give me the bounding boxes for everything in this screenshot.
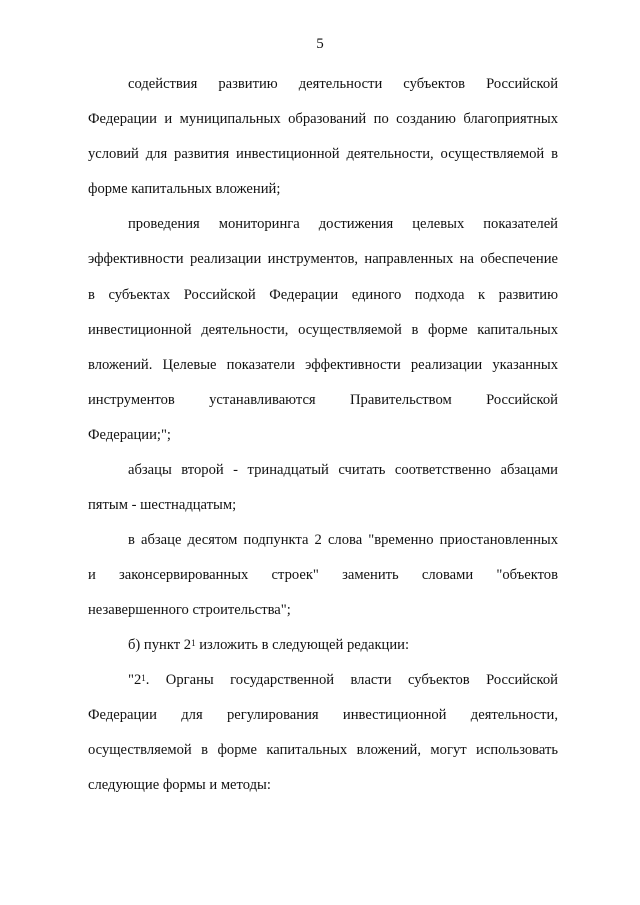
text-line: инвестиционной деятельности, осуществляемой в форме капитальных <box>88 322 558 338</box>
text-line: следующие формы и методы: <box>88 777 271 793</box>
text-line: Федерации и муниципальных образований по созданию благоприятных <box>88 111 558 127</box>
text-line <box>128 636 558 654</box>
text-line: незавершенного строительства"; <box>88 602 291 618</box>
page-number: 5 <box>316 36 324 52</box>
text-fragment: "2 <box>128 672 142 688</box>
text-line: эффективности реализации инструментов, направленных на обеспечение <box>88 251 558 267</box>
text-line: форме капитальных вложений; <box>88 181 281 197</box>
text-line: абзацы второй - тринадцатый считать соответственно абзацами <box>128 462 558 478</box>
text-line: Федерации для регулирования инвестиционной деятельности, <box>88 707 558 723</box>
text-line: и законсервированных строек" заменить словами "объектов <box>88 567 558 583</box>
superscript: 1 <box>141 673 146 683</box>
text-line: вложений. Целевые показатели эффективности реализации указанных <box>88 357 558 373</box>
text-line: в абзаце десятом подпункта 2 слова "временно приостановленных <box>128 532 558 548</box>
superscript: 1 <box>191 638 196 648</box>
text-line: пятым - шестнадцатым; <box>88 497 237 513</box>
text-line: в субъектах Российской Федерации единого подхода к развитию <box>88 287 558 303</box>
text-fragment: . Органы государственной власти субъектов Российской <box>145 672 558 688</box>
text-line: осуществляемой в форме капитальных вложений, могут использовать <box>88 742 558 758</box>
text-line: Федерации;"; <box>88 427 171 443</box>
text-line: условий для развития инвестиционной деятельности, осуществляемой в <box>88 146 558 162</box>
text-line: инструментов устанавливаются Правительством Российской <box>88 392 558 408</box>
text-fragment: б) пункт 2 <box>128 637 192 653</box>
text-line: содействия развитию деятельности субъектов Российской <box>128 76 558 92</box>
text-fragment: изложить в следующей редакции: <box>195 637 410 653</box>
text-line <box>128 671 558 689</box>
text-line: проведения мониторинга достижения целевых показателей <box>128 216 558 232</box>
